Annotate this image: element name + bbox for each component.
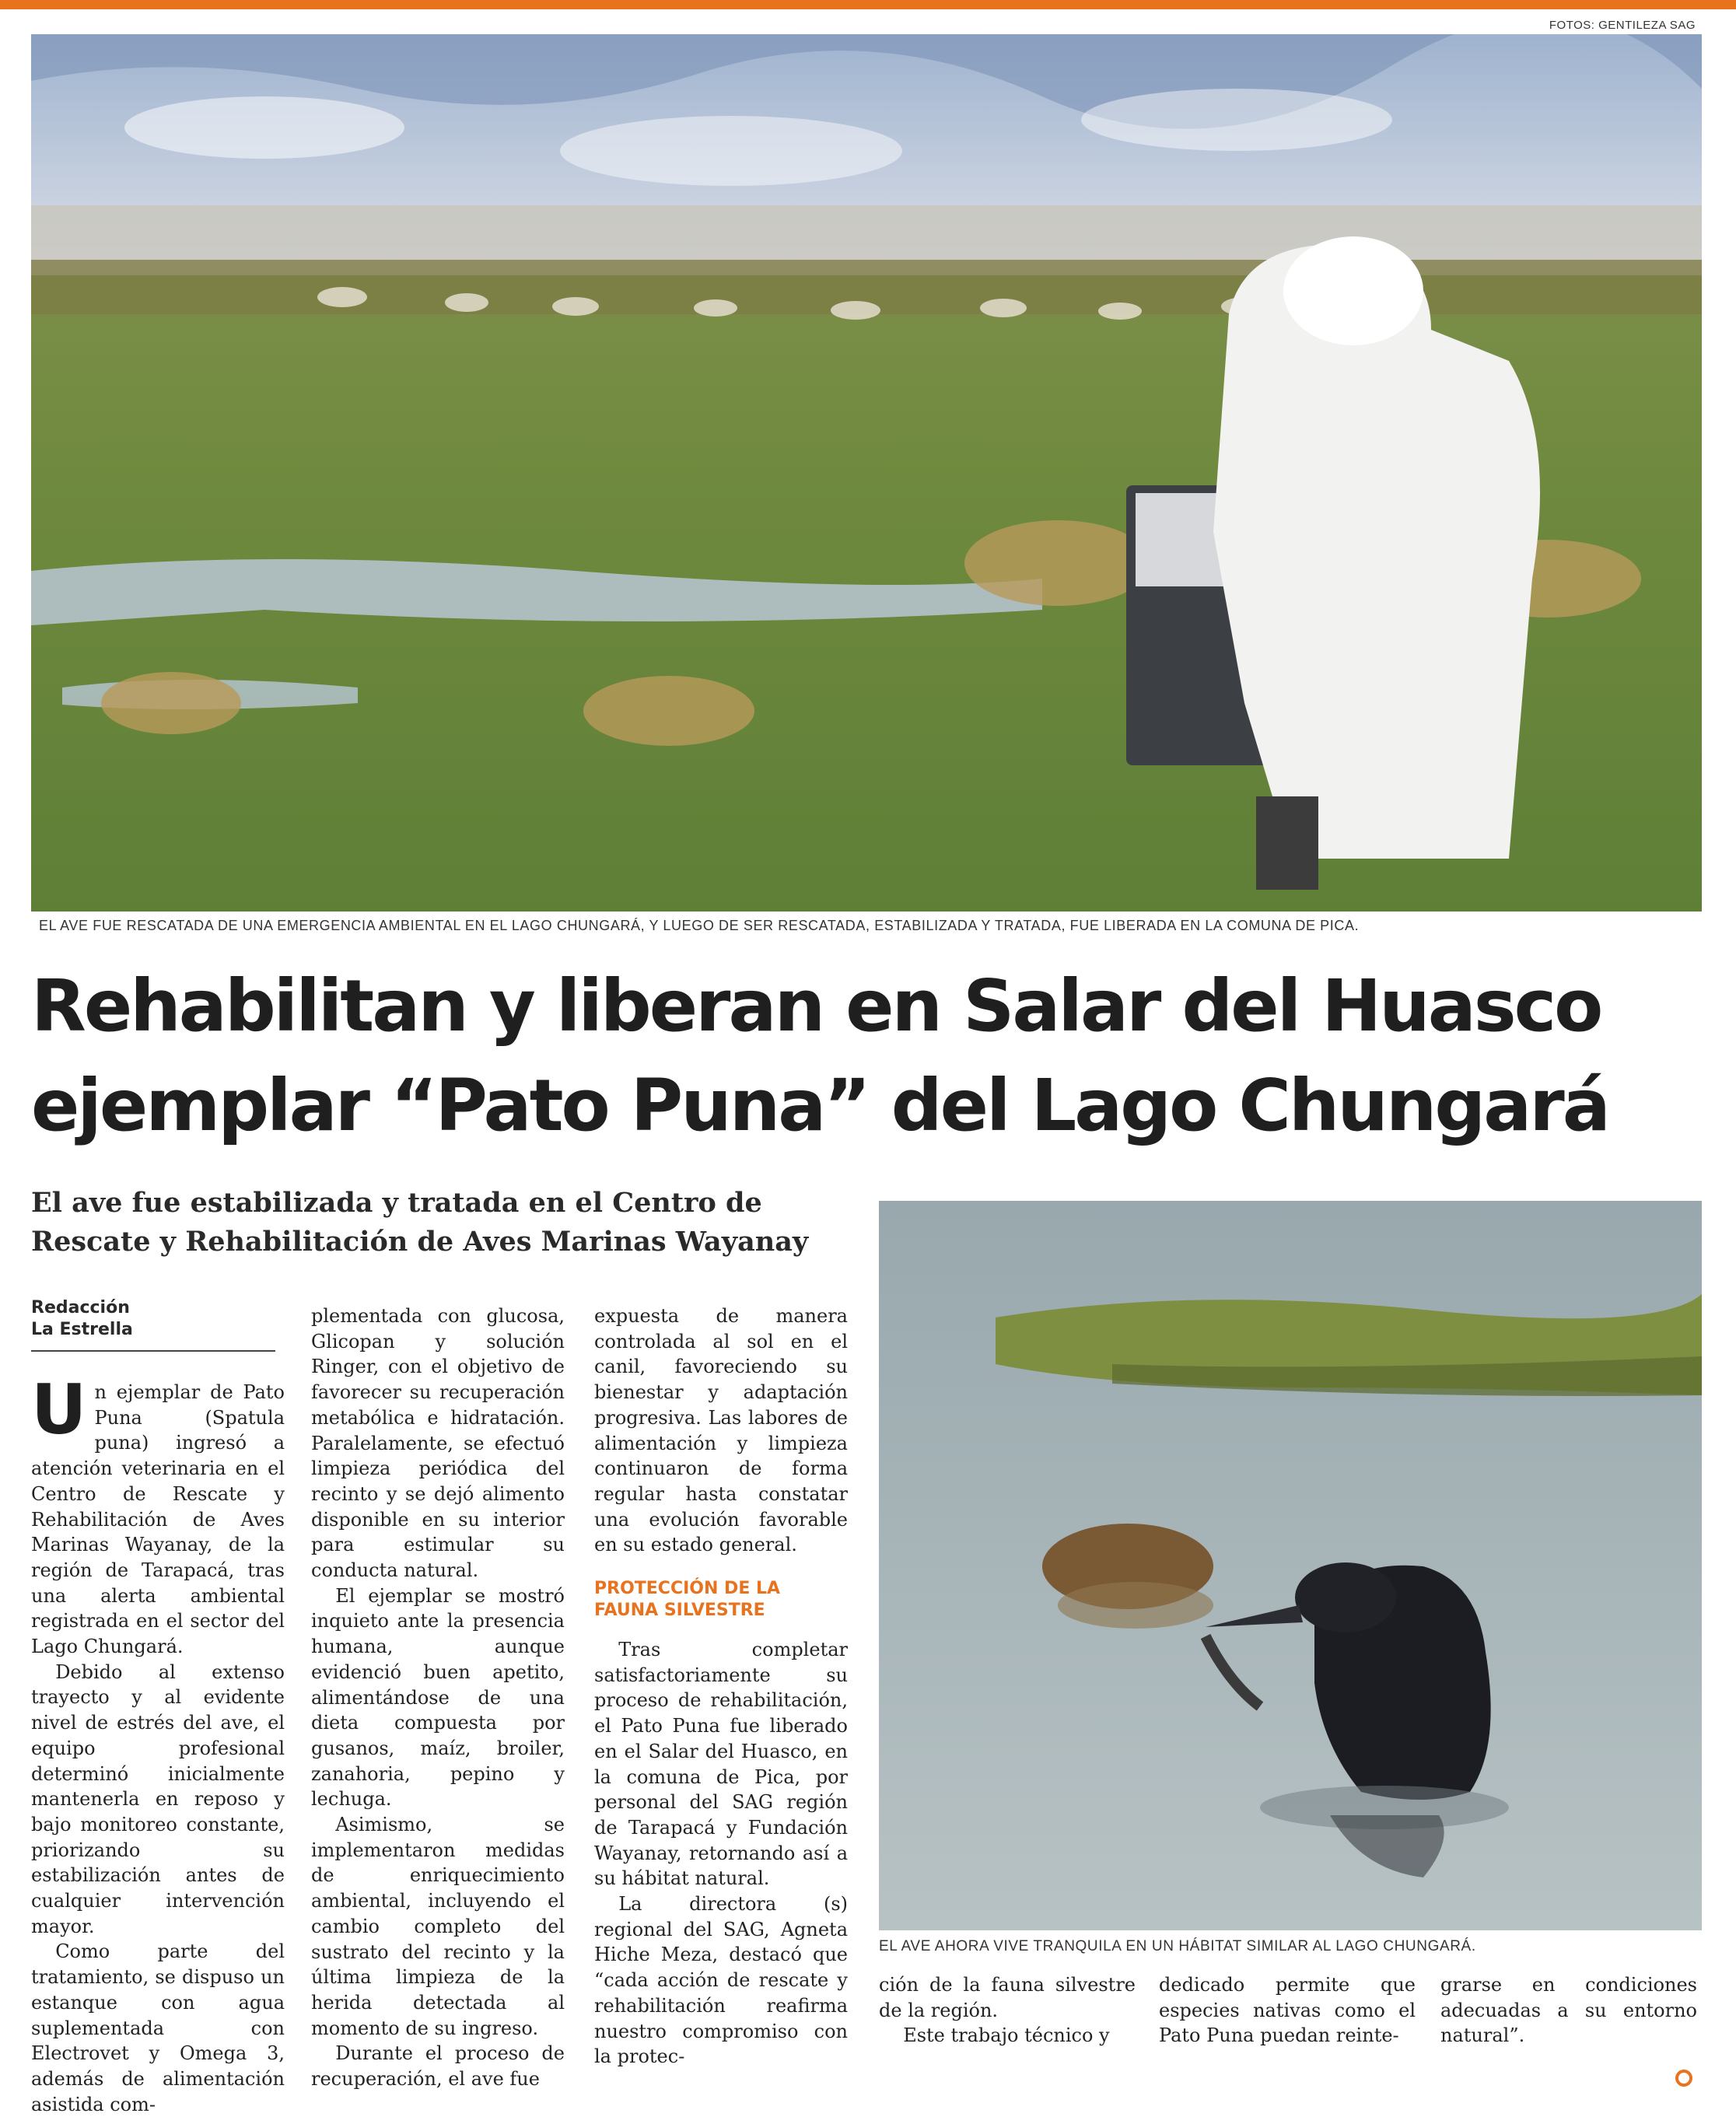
article-column-4 (879, 1972, 1136, 2049)
article-paragraph: Como parte del tratamiento, se dispuso un estanque con agua suplementada con Electrovet y Omega 3, además de alimentación asistida com- (31, 1940, 285, 2115)
article-column-6 (1440, 1972, 1697, 2049)
article-paragraph: Asimismo, se implementaron medidas de enriquecimiento ambiental, incluyendo el cambio completo del sustrato del recinto y la última limpieza de la herida detectada al momento de su ingreso. (311, 1814, 565, 2039)
article-paragraph: dedicado permite que especies nativas como el Pato Puna puedan reinte- (1159, 1974, 1416, 2047)
article-paragraph: El ejemplar se mostró inquieto ante la presencia humana, aunque evidenció buen apetito, alimentándose de una dieta compuesta por gusanos, maíz, broiler, zanahoria, pepino y lechuga. (311, 1584, 565, 1811)
top-photo (31, 34, 1702, 912)
article-column-3 (594, 1303, 848, 2070)
top-accent-bar (0, 0, 1736, 9)
article-paragraph: Durante el proceso de recuperación, el ave fue (311, 2042, 565, 2091)
headline-line-1: Rehabilitan y liberan en Salar del Huasco (31, 964, 1601, 1048)
article-paragraph: grarse en condiciones adecuadas a su entorno natural”. (1440, 1974, 1697, 2047)
top-photo-caption: EL AVE FUE RESCATADA DE UNA EMERGENCIA AMBIENTAL EN EL LAGO CHUNGARÁ, Y LUEGO DE SER RESCATADA, ESTABILIZADA Y TRATADA, FUE LIBERADA EN LA COMUNA DE PICA. (39, 918, 1360, 933)
headline (31, 957, 1711, 1156)
article-paragraph: Un ejemplar de Pato Puna (Spatula puna) ingresó a atención veterinaria en el Centro de Rescate y Rehabilitación de Aves Marinas Wayanay, de la región de Tarapacá, tras una alerta ambiental registrada en el sector del Lago Chungará. (31, 1370, 285, 1658)
article-column-5 (1159, 1972, 1416, 2049)
headline-line-2: ejemplar “Pato Puna” del Lago Chungará (31, 1064, 1608, 1147)
byline-divider (31, 1350, 275, 1352)
article-column-1 (31, 1370, 285, 2117)
byline (31, 1297, 264, 1341)
article-paragraph: plementada con glucosa, Glicopan y solución Ringer, con el objetivo de favorecer su recuperación metabólica e hidratación. Paralelamente, se efectuó limpieza periódica del recinto y se dejó alimento disponible en su interior para estimular su conducta natural. (311, 1305, 565, 1582)
photo-credit: FOTOS: GENTILEZA SAG (1549, 19, 1696, 32)
article-paragraph: ción de la fauna silvestre de la región. (879, 1974, 1136, 2021)
article-paragraph: La directora (s) regional del SAG, Agneta Hiche Meza, destacó que “cada acción de rescate y rehabilitación reafirma nuestro compromiso con la protec- (594, 1893, 848, 2068)
end-of-article-icon (1675, 2070, 1692, 2087)
drop-cap: U (31, 1370, 87, 1450)
byline-line-2: La Estrella (31, 1320, 133, 1339)
article-paragraph: expuesta de manera controlada al sol en el canil, favoreciendo su bienestar y adaptación progresiva. Las labores de alimentación y limpieza continuaron de forma regular hasta constatar una evolución favorable en su estado general. (594, 1305, 848, 1556)
subheadline: El ave fue estabilizada y tratada en el Centro de Rescate y Rehabilitación de Aves Marinas Wayanay (31, 1187, 809, 1258)
byline-line-1: Redacción (31, 1298, 130, 1317)
article-paragraph: Este trabajo técnico y (903, 2024, 1110, 2047)
side-photo-caption: EL AVE AHORA VIVE TRANQUILA EN UN HÁBITAT SIMILAR AL LAGO CHUNGARÁ. (879, 1938, 1476, 1954)
section-heading: PROTECCIÓN DE LA FAUNA SILVESTRE (594, 1579, 781, 1621)
side-photo (879, 1201, 1702, 1930)
article-column-2 (311, 1303, 565, 2092)
article-paragraph: Debido al extenso trayecto y al evidente nivel de estrés del ave, el equipo profesional determinó inicialmente mantenerla en reposo y bajo monitoreo constante, priorizando su estabilización antes de cualquier intervención mayor. (31, 1660, 285, 1937)
article-paragraph: Tras completar satisfactoriamente su proceso de rehabilitación, el Pato Puna fue liberado en el Salar del Huasco, en la comuna de Pica, por personal del SAG región de Tarapacá y Fundación Wayanay, retornando así a su hábitat natural. (594, 1639, 848, 1890)
